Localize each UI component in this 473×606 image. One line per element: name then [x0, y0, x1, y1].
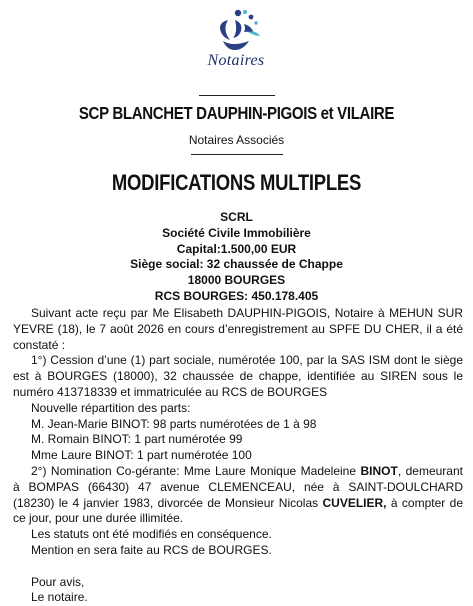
logo-wordmark: Notaires	[207, 52, 265, 69]
point-2-paragraph	[13, 464, 463, 527]
company-rcs: RCS BOURGES: 450.178.405	[154, 288, 319, 303]
point-2-text-c: , demeurant à BOMPAS (66430) 47 avenue CLEMENCEAU, née à SAINT-DOULCHARD (18230) le 4 janvier 1983, divorcée de Monsieur Nicolas	[13, 463, 463, 510]
intro-paragraph: Suivant acte reçu par Me Elisabeth DAUPHIN-PIGOIS, Notaire à MEHUN SUR YEVRE (18), le 7 août 2026 en cours d’enregistrement au SPFE DU CHER, il a été constaté :	[13, 306, 463, 352]
holder-line: Mme Laure BINOT: 1 part numérotée 100	[31, 448, 252, 463]
point-2-text-a: 2°) Nomination Co-gérante: Mme Laure Monique Madeleine	[31, 463, 361, 478]
divider-top	[199, 95, 275, 96]
notice-body	[13, 306, 463, 606]
statuts-line: Les statuts ont été modifiés en conséquence.	[31, 527, 272, 542]
holder-line: M. Jean-Marie BINOT: 98 parts numérotées de 1 à 98	[31, 416, 317, 431]
point-1-paragraph: 1°) Cession d’une (1) part sociale, numérotée 100, par la SAS ISM dont le siège est à BOURGES (18000), 32 chaussée de chappe, identifiée au SIREN sous le numéro 413718339 et immatriculée au RCS de BOURGES	[13, 353, 463, 399]
company-city: 18000 BOURGES	[187, 273, 286, 288]
point-2-ex-spouse: CUVELIER,	[322, 495, 387, 510]
company-seat: Siège social: 32 chaussée de Chappe	[130, 257, 343, 272]
firm-subtitle: Notaires Associés	[188, 133, 285, 147]
spacer	[13, 559, 463, 575]
notice-title: MODIFICATIONS MULTIPLES	[111, 170, 362, 195]
company-capital: Capital:1.500,00 EUR	[176, 241, 297, 256]
divider-middle	[191, 154, 283, 155]
repartition-title: Nouvelle répartition des parts:	[31, 400, 191, 415]
company-form: SCRL	[220, 210, 253, 224]
point-2-text-e: à compter de ce jour, pour une durée illimitée.	[13, 495, 463, 526]
firm-name: SCP BLANCHET DAUPHIN-PIGOIS et VILAIRE	[78, 103, 395, 123]
company-identity	[0, 210, 473, 305]
notaires-emblem-icon	[208, 8, 264, 52]
notaires-logo	[186, 6, 286, 72]
signature-line: Le notaire.	[31, 590, 88, 605]
holder-line: M. Romain BINOT: 1 part numérotée 99	[31, 432, 243, 447]
mention-line: Mention en sera faite au RCS de BOURGES.	[31, 542, 272, 557]
closing-line: Pour avis,	[31, 574, 85, 589]
company-name: Société Civile Immobilière	[162, 225, 311, 240]
point-2-surname: BINOT	[360, 463, 398, 478]
